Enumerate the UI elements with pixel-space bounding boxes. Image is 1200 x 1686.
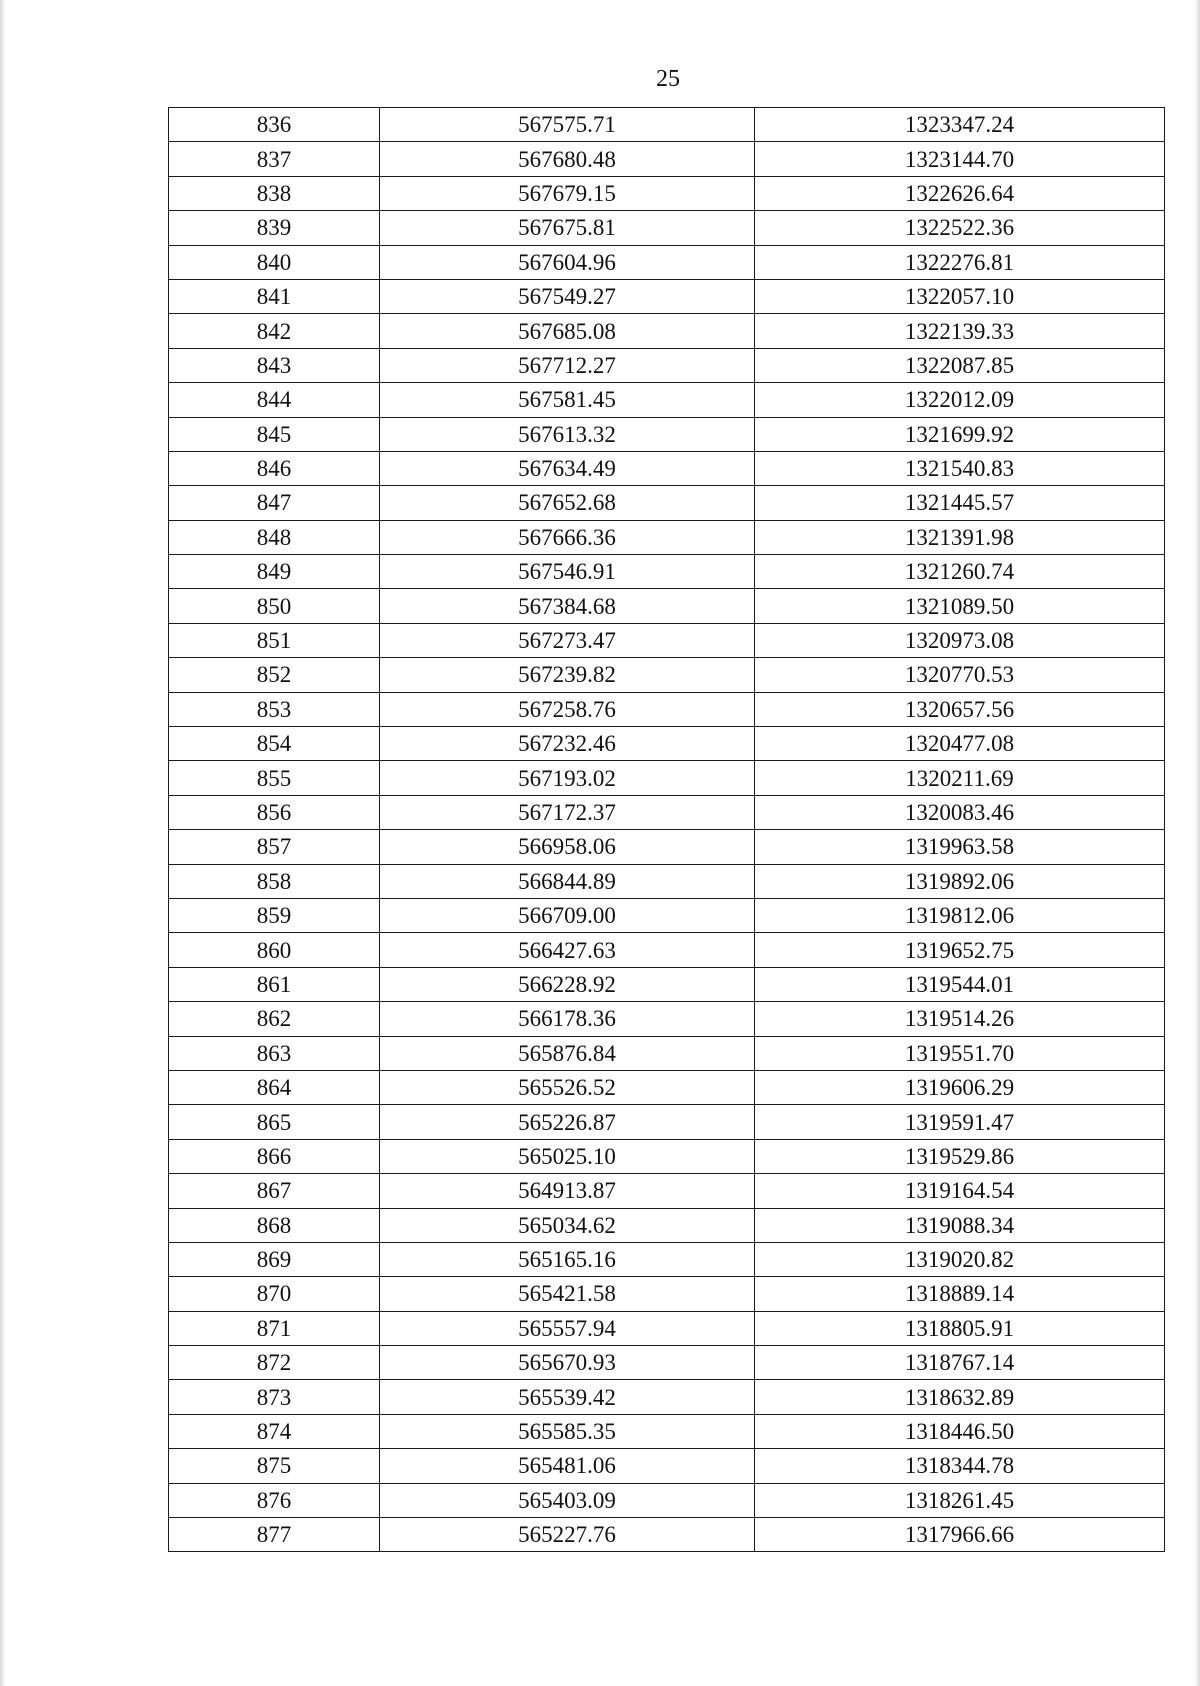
y-coordinate-cell: 1318261.45	[755, 1483, 1165, 1517]
y-coordinate-cell: 1319551.70	[755, 1036, 1165, 1070]
point-number-cell: 859	[169, 898, 380, 932]
x-coordinate-cell: 566178.36	[380, 1002, 755, 1036]
point-number-cell: 841	[169, 279, 380, 313]
table-row	[169, 1242, 1165, 1276]
y-coordinate-cell: 1322626.64	[755, 176, 1165, 210]
x-coordinate-cell: 567575.71	[380, 108, 755, 142]
point-number-cell: 858	[169, 864, 380, 898]
table-row	[169, 761, 1165, 795]
point-number-cell: 838	[169, 176, 380, 210]
point-number-cell: 872	[169, 1346, 380, 1380]
y-coordinate-cell: 1318805.91	[755, 1311, 1165, 1345]
table-row	[169, 1449, 1165, 1483]
table-row	[169, 864, 1165, 898]
y-coordinate-cell: 1323144.70	[755, 142, 1165, 176]
scan-edge-left	[0, 0, 6, 1686]
x-coordinate-cell: 565526.52	[380, 1070, 755, 1104]
x-coordinate-cell: 567666.36	[380, 520, 755, 554]
point-number-cell: 856	[169, 795, 380, 829]
scan-edge-right	[1194, 0, 1200, 1686]
y-coordinate-cell: 1319088.34	[755, 1208, 1165, 1242]
x-coordinate-cell: 565585.35	[380, 1414, 755, 1448]
table-row	[169, 658, 1165, 692]
y-coordinate-cell: 1320477.08	[755, 727, 1165, 761]
point-number-cell: 874	[169, 1414, 380, 1448]
coordinate-table	[168, 107, 1165, 1552]
point-number-cell: 842	[169, 314, 380, 348]
y-coordinate-cell: 1320770.53	[755, 658, 1165, 692]
point-number-cell: 850	[169, 589, 380, 623]
table-row	[169, 520, 1165, 554]
point-number-cell: 845	[169, 417, 380, 451]
x-coordinate-cell: 567273.47	[380, 623, 755, 657]
point-number-cell: 836	[169, 108, 380, 142]
x-coordinate-cell: 567172.37	[380, 795, 755, 829]
x-coordinate-cell: 567384.68	[380, 589, 755, 623]
point-number-cell: 840	[169, 245, 380, 279]
table-row	[169, 1174, 1165, 1208]
table-row	[169, 898, 1165, 932]
y-coordinate-cell: 1322139.33	[755, 314, 1165, 348]
y-coordinate-cell: 1321540.83	[755, 451, 1165, 485]
point-number-cell: 857	[169, 830, 380, 864]
point-number-cell: 860	[169, 933, 380, 967]
x-coordinate-cell: 565421.58	[380, 1277, 755, 1311]
x-coordinate-cell: 567232.46	[380, 727, 755, 761]
table-row	[169, 1070, 1165, 1104]
point-number-cell: 863	[169, 1036, 380, 1070]
point-number-cell: 861	[169, 967, 380, 1001]
y-coordinate-cell: 1320973.08	[755, 623, 1165, 657]
x-coordinate-cell: 566427.63	[380, 933, 755, 967]
table-row	[169, 933, 1165, 967]
point-number-cell: 847	[169, 486, 380, 520]
point-number-cell: 875	[169, 1449, 380, 1483]
table-row	[169, 348, 1165, 382]
y-coordinate-cell: 1322057.10	[755, 279, 1165, 313]
y-coordinate-cell: 1318889.14	[755, 1277, 1165, 1311]
table-row	[169, 623, 1165, 657]
point-number-cell: 854	[169, 727, 380, 761]
point-number-cell: 868	[169, 1208, 380, 1242]
x-coordinate-cell: 567680.48	[380, 142, 755, 176]
point-number-cell: 865	[169, 1105, 380, 1139]
x-coordinate-cell: 565025.10	[380, 1139, 755, 1173]
x-coordinate-cell: 567712.27	[380, 348, 755, 382]
x-coordinate-cell: 567634.49	[380, 451, 755, 485]
table-row	[169, 245, 1165, 279]
y-coordinate-cell: 1322012.09	[755, 383, 1165, 417]
x-coordinate-cell: 565670.93	[380, 1346, 755, 1380]
y-coordinate-cell: 1320657.56	[755, 692, 1165, 726]
table-row	[169, 692, 1165, 726]
y-coordinate-cell: 1323347.24	[755, 108, 1165, 142]
y-coordinate-cell: 1319514.26	[755, 1002, 1165, 1036]
y-coordinate-cell: 1319020.82	[755, 1242, 1165, 1276]
table-row	[169, 211, 1165, 245]
x-coordinate-cell: 566958.06	[380, 830, 755, 864]
y-coordinate-cell: 1322276.81	[755, 245, 1165, 279]
x-coordinate-cell: 565876.84	[380, 1036, 755, 1070]
table-row	[169, 108, 1165, 142]
y-coordinate-cell: 1319544.01	[755, 967, 1165, 1001]
table-row	[169, 451, 1165, 485]
x-coordinate-cell: 566228.92	[380, 967, 755, 1001]
table-row	[169, 1105, 1165, 1139]
point-number-cell: 877	[169, 1518, 380, 1552]
point-number-cell: 849	[169, 555, 380, 589]
x-coordinate-cell: 567613.32	[380, 417, 755, 451]
x-coordinate-cell: 565403.09	[380, 1483, 755, 1517]
table-row	[169, 795, 1165, 829]
point-number-cell: 867	[169, 1174, 380, 1208]
y-coordinate-cell: 1318344.78	[755, 1449, 1165, 1483]
x-coordinate-cell: 565165.16	[380, 1242, 755, 1276]
x-coordinate-cell: 565557.94	[380, 1311, 755, 1345]
point-number-cell: 870	[169, 1277, 380, 1311]
point-number-cell: 871	[169, 1311, 380, 1345]
point-number-cell: 844	[169, 383, 380, 417]
x-coordinate-cell: 565481.06	[380, 1449, 755, 1483]
y-coordinate-cell: 1321260.74	[755, 555, 1165, 589]
point-number-cell: 852	[169, 658, 380, 692]
x-coordinate-cell: 566844.89	[380, 864, 755, 898]
y-coordinate-cell: 1319652.75	[755, 933, 1165, 967]
y-coordinate-cell: 1320211.69	[755, 761, 1165, 795]
y-coordinate-cell: 1318446.50	[755, 1414, 1165, 1448]
point-number-cell: 876	[169, 1483, 380, 1517]
table-row	[169, 1208, 1165, 1242]
y-coordinate-cell: 1320083.46	[755, 795, 1165, 829]
table-row	[169, 1139, 1165, 1173]
y-coordinate-cell: 1322522.36	[755, 211, 1165, 245]
y-coordinate-cell: 1321699.92	[755, 417, 1165, 451]
y-coordinate-cell: 1319606.29	[755, 1070, 1165, 1104]
x-coordinate-cell: 566709.00	[380, 898, 755, 932]
x-coordinate-cell: 567258.76	[380, 692, 755, 726]
table-row	[169, 555, 1165, 589]
page-number: 25	[656, 66, 680, 92]
table-row	[169, 279, 1165, 313]
coordinate-table-body	[169, 108, 1165, 1552]
table-row	[169, 1346, 1165, 1380]
x-coordinate-cell: 565226.87	[380, 1105, 755, 1139]
table-row	[169, 142, 1165, 176]
table-row	[169, 486, 1165, 520]
x-coordinate-cell: 567581.45	[380, 383, 755, 417]
y-coordinate-cell: 1322087.85	[755, 348, 1165, 382]
point-number-cell: 853	[169, 692, 380, 726]
y-coordinate-cell: 1318632.89	[755, 1380, 1165, 1414]
table-row	[169, 1036, 1165, 1070]
y-coordinate-cell: 1319164.54	[755, 1174, 1165, 1208]
point-number-cell: 848	[169, 520, 380, 554]
y-coordinate-cell: 1321089.50	[755, 589, 1165, 623]
table-row	[169, 1002, 1165, 1036]
point-number-cell: 864	[169, 1070, 380, 1104]
point-number-cell: 843	[169, 348, 380, 382]
y-coordinate-cell: 1317966.66	[755, 1518, 1165, 1552]
y-coordinate-cell: 1318767.14	[755, 1346, 1165, 1380]
x-coordinate-cell: 567193.02	[380, 761, 755, 795]
point-number-cell: 839	[169, 211, 380, 245]
table-row	[169, 1518, 1165, 1552]
x-coordinate-cell: 564913.87	[380, 1174, 755, 1208]
table-row	[169, 314, 1165, 348]
point-number-cell: 846	[169, 451, 380, 485]
point-number-cell: 855	[169, 761, 380, 795]
point-number-cell: 869	[169, 1242, 380, 1276]
x-coordinate-cell: 567604.96	[380, 245, 755, 279]
x-coordinate-cell: 565539.42	[380, 1380, 755, 1414]
point-number-cell: 873	[169, 1380, 380, 1414]
table-row	[169, 1380, 1165, 1414]
y-coordinate-cell: 1319892.06	[755, 864, 1165, 898]
x-coordinate-cell: 567546.91	[380, 555, 755, 589]
table-row	[169, 383, 1165, 417]
table-row	[169, 176, 1165, 210]
y-coordinate-cell: 1319529.86	[755, 1139, 1165, 1173]
x-coordinate-cell: 567685.08	[380, 314, 755, 348]
table-row	[169, 967, 1165, 1001]
y-coordinate-cell: 1319591.47	[755, 1105, 1165, 1139]
y-coordinate-cell: 1319812.06	[755, 898, 1165, 932]
table-row	[169, 727, 1165, 761]
point-number-cell: 837	[169, 142, 380, 176]
x-coordinate-cell: 565034.62	[380, 1208, 755, 1242]
point-number-cell: 862	[169, 1002, 380, 1036]
table-row	[169, 589, 1165, 623]
x-coordinate-cell: 567239.82	[380, 658, 755, 692]
x-coordinate-cell: 565227.76	[380, 1518, 755, 1552]
x-coordinate-cell: 567675.81	[380, 211, 755, 245]
point-number-cell: 851	[169, 623, 380, 657]
table-row	[169, 1311, 1165, 1345]
point-number-cell: 866	[169, 1139, 380, 1173]
x-coordinate-cell: 567679.15	[380, 176, 755, 210]
table-row	[169, 1414, 1165, 1448]
x-coordinate-cell: 567549.27	[380, 279, 755, 313]
x-coordinate-cell: 567652.68	[380, 486, 755, 520]
table-row	[169, 417, 1165, 451]
table-row	[169, 1277, 1165, 1311]
y-coordinate-cell: 1321391.98	[755, 520, 1165, 554]
table-row	[169, 1483, 1165, 1517]
y-coordinate-cell: 1321445.57	[755, 486, 1165, 520]
y-coordinate-cell: 1319963.58	[755, 830, 1165, 864]
table-row	[169, 830, 1165, 864]
